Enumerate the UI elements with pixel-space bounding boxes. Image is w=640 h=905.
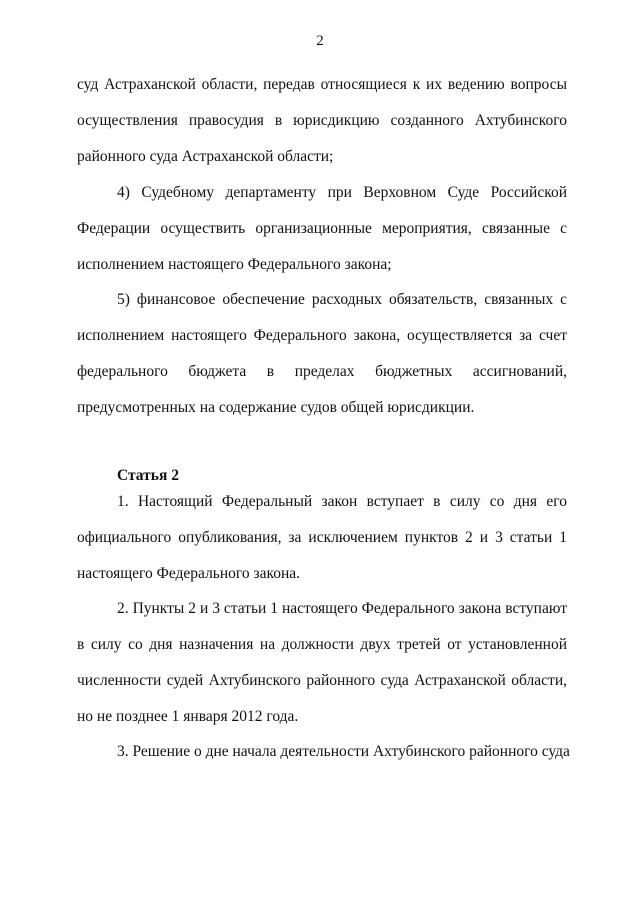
paragraph-1-line-1: суд Астраханской области, передав относящиеся к их ведению вопросы — [77, 76, 567, 93]
paragraph-4-line-3: настоящего Федерального закона. — [77, 565, 301, 582]
paragraph-5-line-4: но не позднее 1 января 2012 года. — [77, 708, 299, 725]
page-number: 2 — [316, 33, 324, 49]
paragraph-4-line-2: официального опубликования, за исключением пунктов 2 и 3 статьи 1 — [77, 529, 567, 546]
paragraph-5-line-2: в силу со дня назначения на должности двух третей от установленной — [77, 636, 567, 653]
paragraph-1-line-2: осуществления правосудия в юрисдикцию созданного Ахтубинского — [77, 112, 567, 129]
paragraph-3-line-4: предусмотренных на содержание судов общей юрисдикции. — [77, 399, 475, 416]
paragraph-2-line-2: Федерации осуществить организационные мероприятия, связанные с — [77, 220, 567, 237]
paragraph-2-line-1: 4) Судебному департаменту при Верховном Суде Российской — [117, 184, 567, 201]
paragraph-6-line-1: 3. Решение о дне начала деятельности Ахтубинского районного суда — [117, 743, 570, 760]
paragraph-3-line-1: 5) финансовое обеспечение расходных обязательств, связанных с — [117, 291, 567, 308]
paragraph-5-line-1: 2. Пункты 2 и 3 статьи 1 настоящего Федерального закона вступают — [117, 600, 567, 617]
paragraph-1-line-3: районного суда Астраханской области; — [77, 148, 334, 165]
paragraph-4-line-1: 1. Настоящий Федеральный закон вступает в силу со дня его — [117, 493, 567, 510]
article-heading: Статья 2 — [117, 467, 179, 484]
paragraph-3-line-3: федерального бюджета в пределах бюджетных ассигнований, — [77, 363, 567, 380]
paragraph-5-line-3: численности судей Ахтубинского районного суда Астраханской области, — [77, 672, 567, 689]
paragraph-2-line-3: исполнением настоящего Федерального закона; — [77, 256, 392, 273]
paragraph-3-line-2: исполнением настоящего Федерального закона, осуществляется за счет — [77, 327, 567, 344]
